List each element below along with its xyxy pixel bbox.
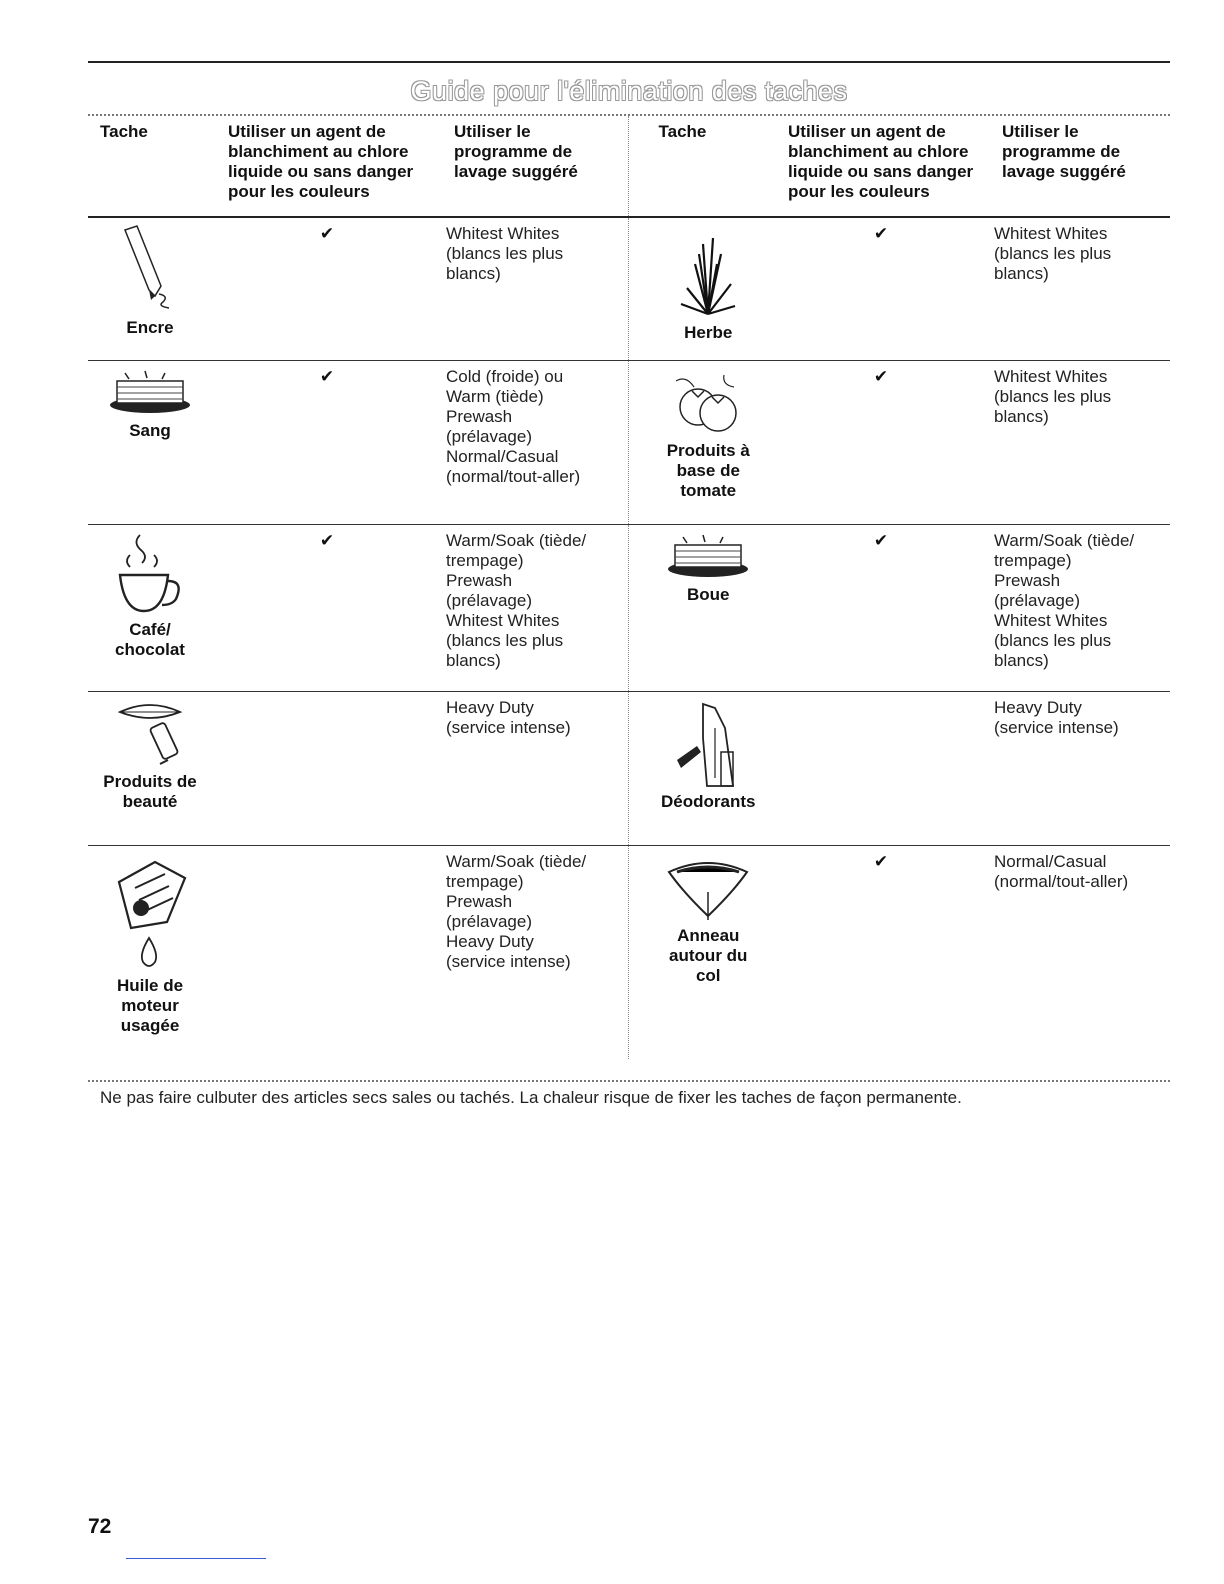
- stain-name: Boue: [687, 584, 730, 604]
- cycle-cell: Whitest Whites (blancs les plus blancs): [442, 217, 628, 360]
- stain-cell: [628, 360, 776, 524]
- engine-oil-icon: [105, 852, 195, 972]
- stain-cell: [88, 691, 216, 845]
- header-stain: Tache: [88, 116, 216, 217]
- page-number: 72: [88, 1515, 112, 1538]
- table-row: [88, 360, 1170, 524]
- table-row: [88, 217, 1170, 360]
- bleach-cell: [216, 845, 442, 1059]
- coffee-cup-icon: [110, 531, 190, 616]
- cycle-cell: Heavy Duty (service intense): [442, 691, 628, 845]
- stain-cell: [628, 845, 776, 1059]
- tomato-icon: [668, 367, 748, 437]
- table-row: [88, 845, 1170, 1059]
- table-row: [88, 524, 1170, 691]
- bleach-cell: [776, 691, 990, 845]
- stain-name: Sang: [129, 420, 171, 440]
- stain-name: Produits à base de tomate: [666, 440, 750, 500]
- bleach-cell: [216, 691, 442, 845]
- shirt-collar-icon: [663, 852, 753, 922]
- stain-cell: [88, 360, 216, 524]
- bleach-check: ✔: [776, 217, 990, 360]
- stain-name: Anneau autour du col: [669, 925, 748, 985]
- header-stain: Tache: [628, 116, 776, 217]
- bleach-check: ✔: [216, 217, 442, 360]
- stain-guide-table: [88, 116, 1170, 1059]
- stain-cell: [88, 217, 216, 360]
- footnote: Ne pas faire culbuter des articles secs sales ou tachés. La chaleur risque de fixer les taches de façon permanente.: [100, 1088, 962, 1107]
- cycle-cell: Warm/Soak (tiède/ trempage) Prewash (prélavage) Heavy Duty (service intense): [446, 851, 587, 971]
- stain-cell: [628, 691, 776, 845]
- stain-cell: [628, 524, 776, 691]
- cycle-cell: Whitest Whites (blancs les plus blancs): [990, 360, 1170, 524]
- bottom-dotted-rule: [88, 1080, 1170, 1082]
- lipstick-icon: [110, 698, 190, 768]
- bleach-check: ✔: [776, 524, 990, 691]
- stain-name: Herbe: [684, 323, 733, 342]
- stain-cell: [628, 217, 776, 360]
- stain-name: Produits de beauté: [103, 771, 197, 811]
- mud-stain-icon: [663, 531, 753, 581]
- bleach-check: ✔: [776, 360, 990, 524]
- cycle-cell: Normal/Casual (normal/tout-aller): [994, 851, 1129, 891]
- cycle-cell: Warm/Soak (tiède/ trempage) Prewash (prélavage) Whitest Whites (blancs les plus blancs): [442, 524, 628, 691]
- header-bleach: Utiliser un agent de blanchiment au chlore liquide ou sans danger pour les couleurs: [216, 116, 442, 217]
- header-bleach: Utiliser un agent de blanchiment au chlore liquide ou sans danger pour les couleurs: [776, 116, 990, 217]
- table-row: [88, 691, 1170, 845]
- pen-icon: [115, 224, 185, 314]
- stain-cell: [88, 845, 216, 1059]
- bleach-check: ✔: [216, 524, 442, 691]
- stain-cell: [88, 524, 216, 691]
- header-cycle: Utiliser le programme de lavage suggéré: [442, 116, 628, 217]
- cycle-cell: Whitest Whites (blancs les plus blancs): [990, 217, 1170, 360]
- stain-name: Huile de moteur usagée: [116, 975, 184, 1035]
- page-title: Guide pour l'élimination des taches: [410, 76, 848, 106]
- bleach-check: ✔: [216, 360, 442, 524]
- stain-name: Déodorants: [661, 791, 756, 811]
- blood-stain-icon: [105, 367, 195, 417]
- cycle-cell: Warm/Soak (tiède/ trempage) Prewash (prélavage) Whitest Whites (blancs les plus blancs): [990, 524, 1170, 691]
- cycle-cell: Heavy Duty (service intense): [990, 691, 1170, 845]
- bleach-check: ✔: [873, 851, 889, 871]
- footer-rule: [126, 1558, 266, 1559]
- top-rule: [88, 61, 1170, 63]
- grass-icon: [673, 224, 743, 319]
- header-cycle: Utiliser le programme de lavage suggéré: [990, 116, 1170, 217]
- cycle-cell: Cold (froide) ou Warm (tiède) Prewash (prélavage) Normal/Casual (normal/tout-aller): [442, 360, 628, 524]
- stain-name: Café/ chocolat: [115, 619, 185, 659]
- deodorant-shirt-icon: [663, 698, 753, 788]
- stain-name: Encre: [126, 318, 174, 337]
- table-header-row: [88, 116, 1170, 217]
